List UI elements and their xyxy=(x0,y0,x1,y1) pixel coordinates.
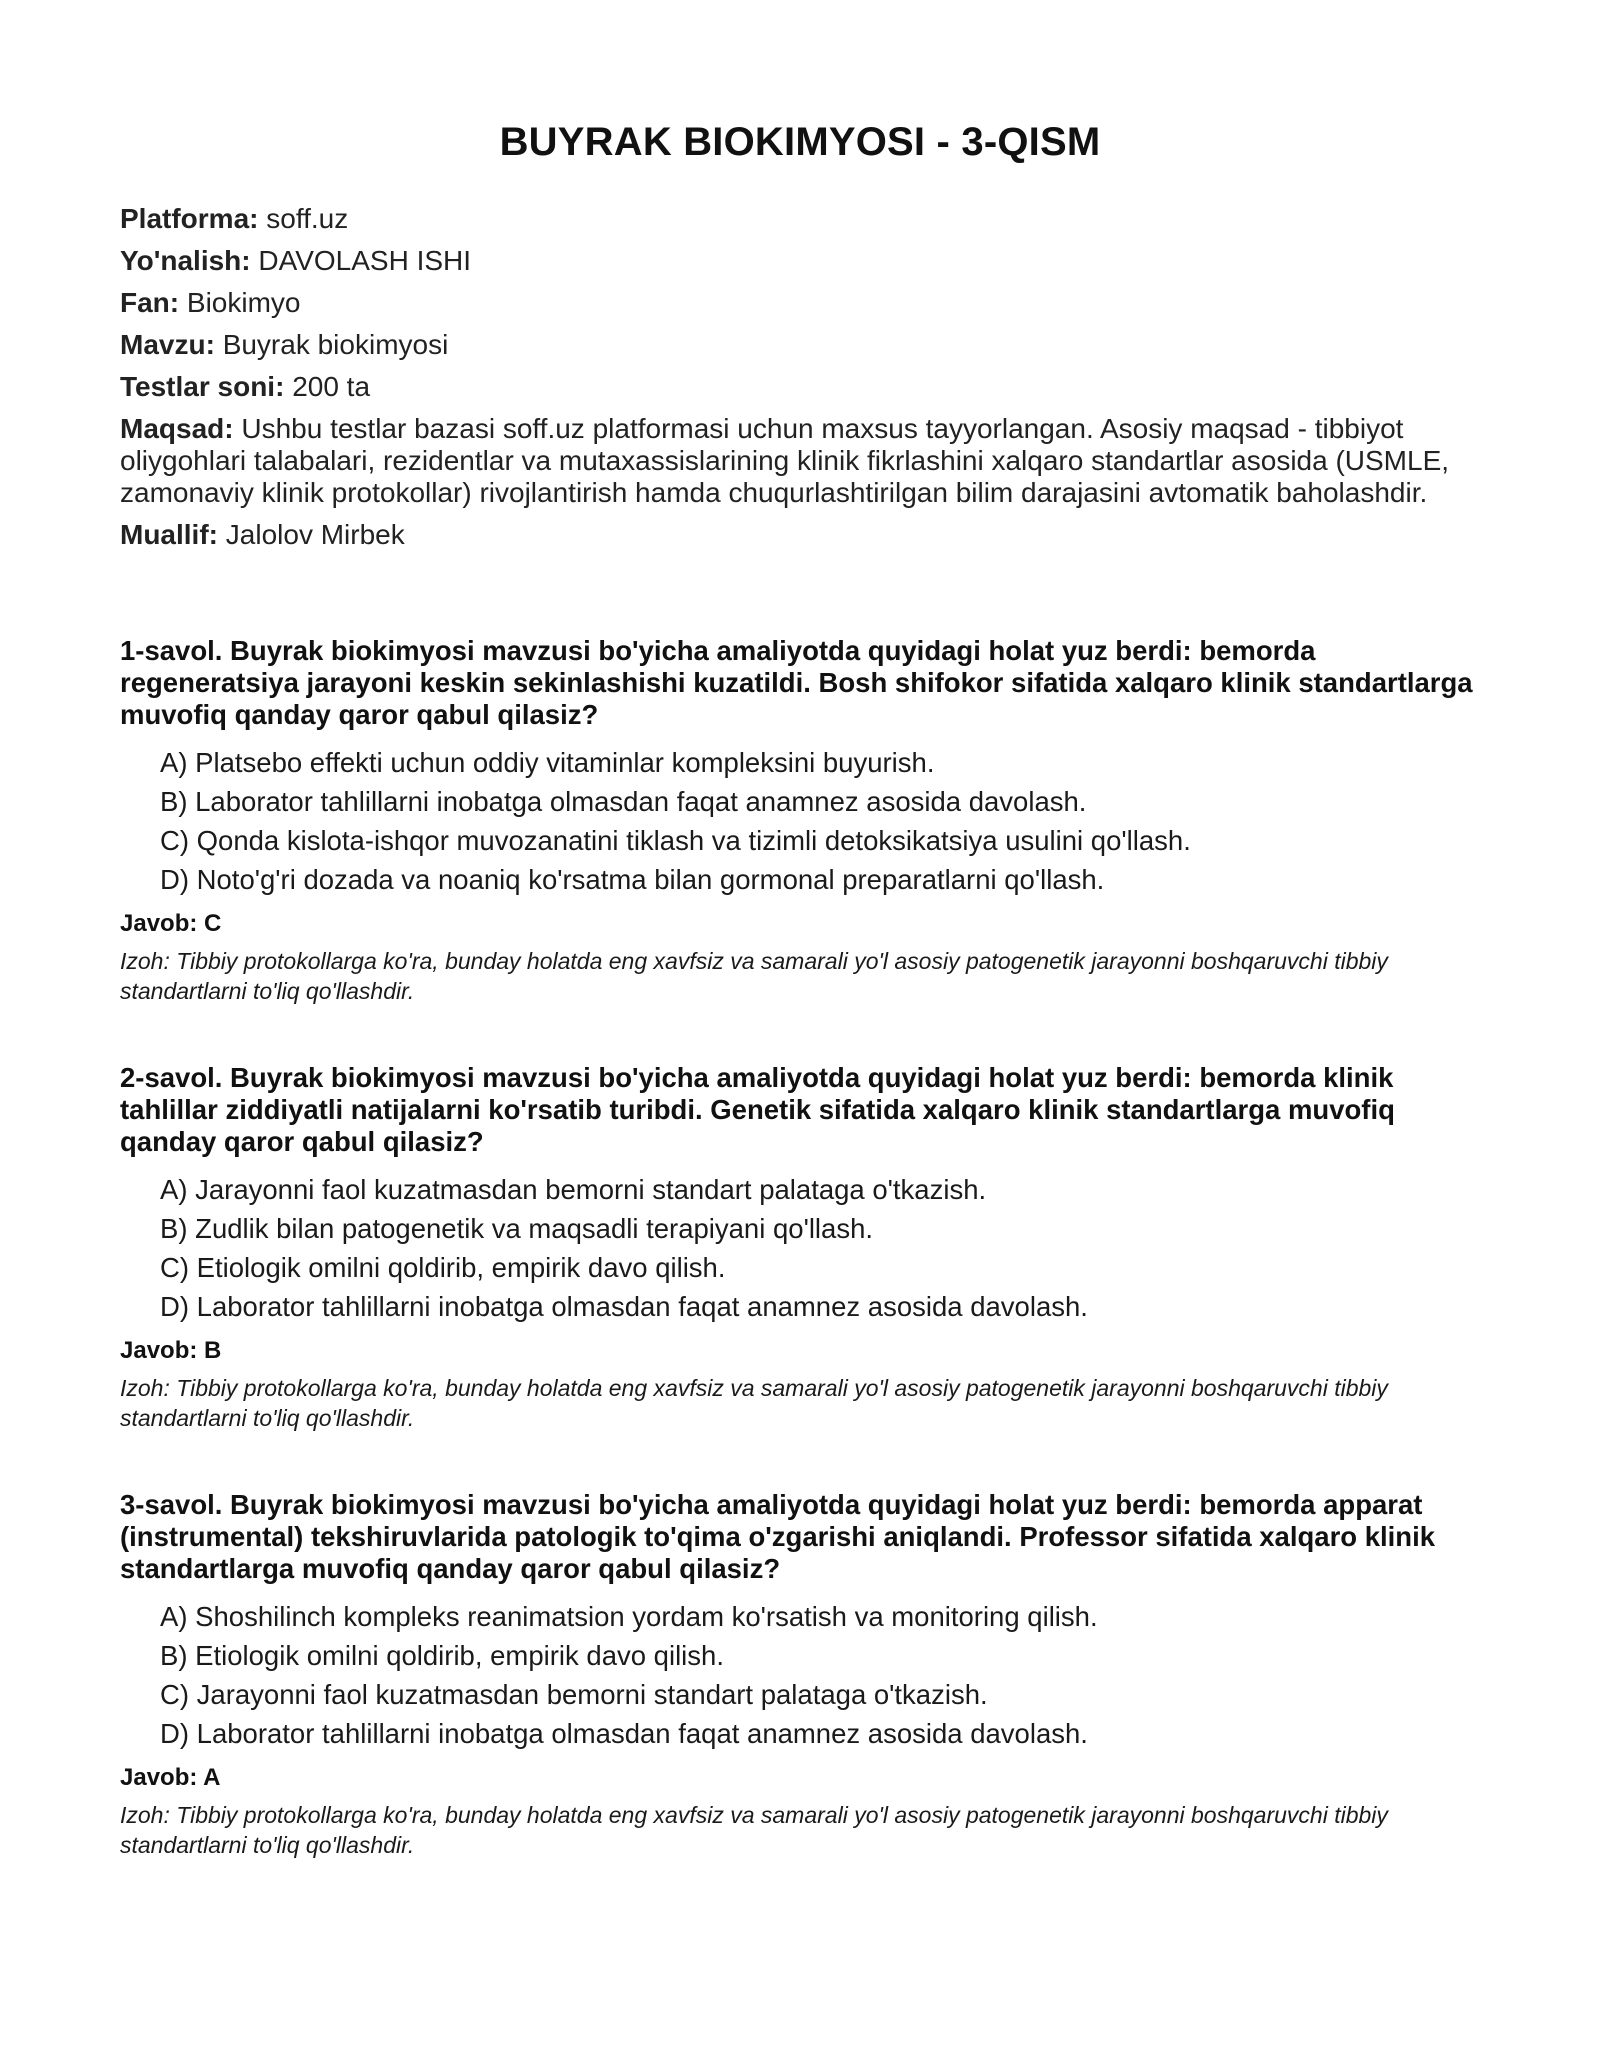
option-a: A) Platsebo effekti uchun oddiy vitaminlar kompleksini buyurish. xyxy=(160,747,935,778)
meta-value: Buyrak biokimyosi xyxy=(222,329,449,360)
meta-label: Testlar soni: xyxy=(120,371,285,402)
meta-value: Ushbu testlar bazasi soff.uz platformasi uchun maxsus tayyorlangan. Asosiy maqsad - tibbiyot oliygohlari talabalari, rezidentlar va mutaxassislarining klinik fikrlashini xalqaro standartlar asosida (USMLE, zamonaviy klinik protokollar) rivojlantirish hamda chuqurlashtirilgan bilim darajasini avtomatik baholashdir. xyxy=(120,413,1450,508)
question-text: 2-savol. Buyrak biokimyosi mavzusi bo'yicha amaliyotda quyidagi holat yuz berdi: bemorda klinik tahlillar ziddiyatli natijalarni ko'rsatib turibdi. Genetik sifatida xalqaro klinik standartlarga muvofiq qanday qaror qabul qilasiz? xyxy=(120,1062,1395,1157)
answer-label: Javob: C xyxy=(120,910,222,937)
meta-platform xyxy=(120,203,1480,235)
meta-label: Maqsad: xyxy=(120,413,234,444)
meta-value: soff.uz xyxy=(266,203,349,234)
question-list xyxy=(120,635,1480,1860)
meta-value: Jalolov Mirbek xyxy=(225,519,405,550)
explanation-note: Izoh: Tibbiy protokollarga ko'ra, bunday holatda eng xavfsiz va samarali yo'l asosiy patogenetik jarayonni boshqaruvchi tibbiy standartlarni to'liq qo'llashdir. xyxy=(120,1802,1388,1858)
meta-value: 200 ta xyxy=(292,371,371,402)
meta-block xyxy=(120,203,1480,551)
meta-purpose xyxy=(120,413,1480,509)
meta-label: Muallif: xyxy=(120,519,218,550)
explanation-note: Izoh: Tibbiy protokollarga ko'ra, bunday holatda eng xavfsiz va samarali yo'l asosiy patogenetik jarayonni boshqaruvchi tibbiy standartlarni to'liq qo'llashdir. xyxy=(120,1375,1388,1431)
option-d: D) Noto'g'ri dozada va noaniq ko'rsatma bilan gormonal preparatlarni qo'llash. xyxy=(160,864,1105,895)
meta-label: Yo'nalish: xyxy=(120,245,251,276)
explanation-note: Izoh: Tibbiy protokollarga ko'ra, bunday holatda eng xavfsiz va samarali yo'l asosiy patogenetik jarayonni boshqaruvchi tibbiy standartlarni to'liq qo'llashdir. xyxy=(120,948,1388,1004)
question-1 xyxy=(120,635,1480,1006)
meta-test-count xyxy=(120,371,1480,403)
option-c: C) Qonda kislota-ishqor muvozanatini tiklash va tizimli detoksikatsiya usulini qo'llash. xyxy=(160,825,1191,856)
answer-label: Javob: A xyxy=(120,1764,221,1791)
document-title: BUYRAK BIOKIMYOSI - 3-QISM xyxy=(499,120,1101,164)
meta-topic xyxy=(120,329,1480,361)
meta-value: Biokimyo xyxy=(186,287,301,318)
option-d: D) Laborator tahlillarni inobatga olmasdan faqat anamnez asosida davolash. xyxy=(160,1718,1088,1749)
meta-author xyxy=(120,519,1480,551)
meta-subject xyxy=(120,287,1480,319)
option-a: A) Jarayonni faol kuzatmasdan bemorni standart palataga o'tkazish. xyxy=(160,1174,987,1205)
question-text: 1-savol. Buyrak biokimyosi mavzusi bo'yicha amaliyotda quyidagi holat yuz berdi: bemorda regeneratsiya jarayoni keskin sekinlashishi kuzatildi. Bosh shifokor sifatida xalqaro klinik standartlarga muvofiq qanday qaror qabul qilasiz? xyxy=(120,635,1473,730)
option-a: A) Shoshilinch kompleks reanimatsion yordam ko'rsatish va monitoring qilish. xyxy=(160,1601,1098,1632)
meta-direction xyxy=(120,245,1480,277)
meta-value: DAVOLASH ISHI xyxy=(258,245,472,276)
answer-label: Javob: B xyxy=(120,1337,222,1364)
question-2 xyxy=(120,1062,1480,1433)
meta-label: Platforma: xyxy=(120,203,259,234)
question-text: 3-savol. Buyrak biokimyosi mavzusi bo'yicha amaliyotda quyidagi holat yuz berdi: bemorda apparat (instrumental) tekshiruvlarida patologik to'qima o'zgarishi aniqlandi. Professor sifatida xalqaro klinik standartlarga muvofiq qanday qaror qabul qilasiz? xyxy=(120,1489,1436,1584)
meta-label: Fan: xyxy=(120,287,180,318)
option-d: D) Laborator tahlillarni inobatga olmasdan faqat anamnez asosida davolash. xyxy=(160,1291,1088,1322)
option-c: C) Etiologik omilni qoldirib, empirik davo qilish. xyxy=(160,1252,726,1283)
option-b: B) Laborator tahlillarni inobatga olmasdan faqat anamnez asosida davolash. xyxy=(160,786,1087,817)
question-3 xyxy=(120,1489,1480,1860)
option-b: B) Etiologik omilni qoldirib, empirik davo qilish. xyxy=(160,1640,724,1671)
meta-label: Mavzu: xyxy=(120,329,215,360)
option-c: C) Jarayonni faol kuzatmasdan bemorni standart palataga o'tkazish. xyxy=(160,1679,988,1710)
option-b: B) Zudlik bilan patogenetik va maqsadli terapiyani qo'llash. xyxy=(160,1213,874,1244)
